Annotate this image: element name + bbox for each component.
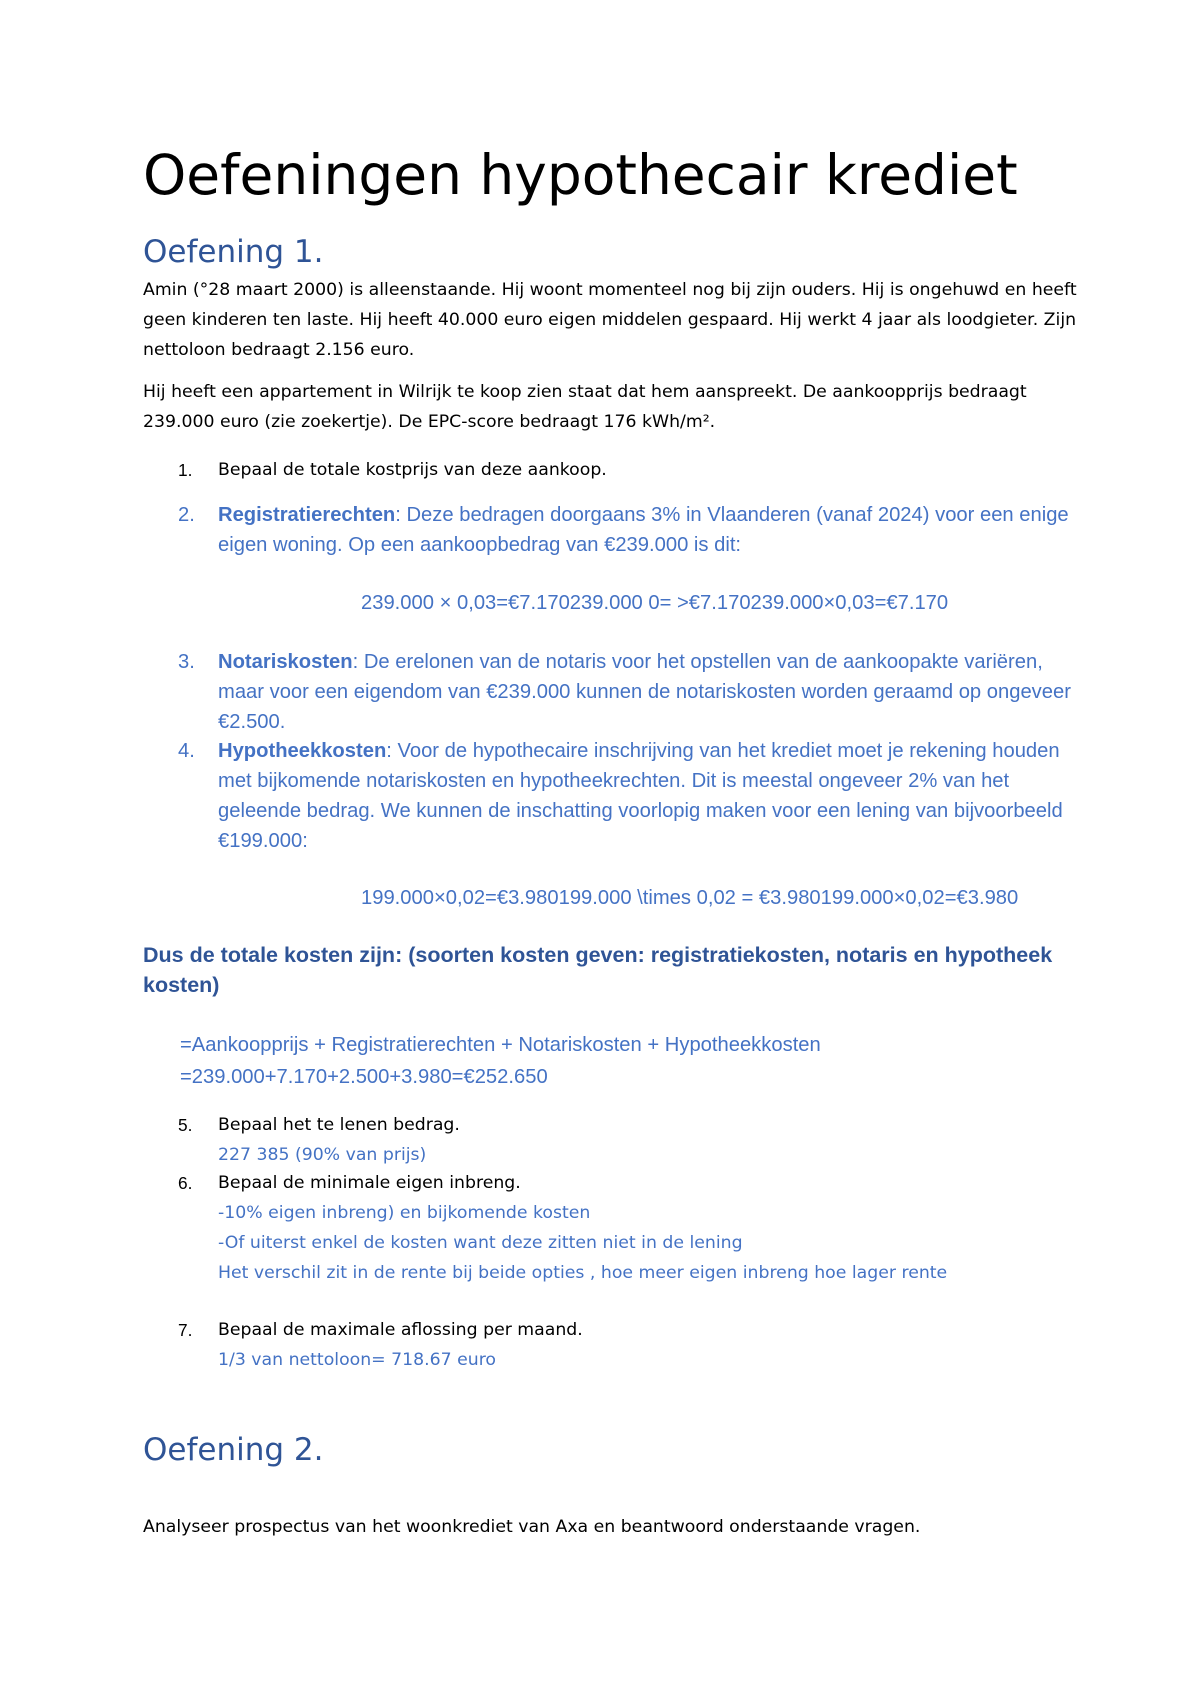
question-3-number: 3.	[178, 651, 195, 673]
question-7-text: Bepaal de maximale aflossing per maand.	[218, 1320, 583, 1340]
question-3-term: Notariskosten	[218, 651, 353, 673]
question-2-term: Registratierechten	[218, 504, 396, 526]
question-5-answer: 227 385 (90% van prijs)	[218, 1145, 427, 1165]
question-5-body	[218, 1110, 1083, 1170]
question-2-number: 2.	[178, 504, 195, 526]
exercise-2-text: Analyseer prospectus van het woonkrediet van Axa en beantwoord onderstaande vragen.	[143, 1517, 921, 1537]
question-6-answer-2: -Of uiterst enkel de kosten want deze zitten niet in de lening	[218, 1233, 743, 1253]
document-title: Oefeningen hypothecair krediet	[143, 143, 1018, 207]
question-4-term: Hypotheekkosten	[218, 740, 387, 762]
question-4-number: 4.	[178, 740, 195, 762]
total-costs-heading: Dus de totale kosten zijn: (soorten kosten geven: registratiekosten, notaris en hypotheek kosten)	[143, 943, 1053, 997]
question-7-number: 7.	[178, 1320, 193, 1340]
question-6-text: Bepaal de minimale eigen inbreng.	[218, 1173, 521, 1193]
exercise-1-heading: Oefening 1.	[143, 234, 324, 270]
exercise-1-intro-paragraph-1: Amin (°28 maart 2000) is alleenstaande. Hij woont momenteel nog bij zijn ouders. Hij is ongehuwd en heeft geen kinderen ten laste. Hij heeft 40.000 euro eigen middelen gespaard. Hij werkt 4 jaar als loodgieter. Zijn nettoloon bedraagt 2.156 euro.	[143, 280, 1077, 360]
question-2-text: : Deze bedragen doorgaans 3% in Vlaanderen (vanaf 2024) voor een enige eigen woning. Op een aankoopbedrag van €239.000 is dit:	[218, 504, 1069, 556]
total-costs-line-2: =239.000+7.170+2.500+3.980=€252.650	[180, 1066, 548, 1088]
question-6-answer-3: Het verschil zit in de rente bij beide opties , hoe meer eigen inbreng hoe lager rente	[218, 1263, 948, 1283]
question-7-body	[218, 1315, 1083, 1375]
total-costs-line-1: =Aankoopprijs + Registratierechten + Notariskosten + Hypotheekkosten	[180, 1034, 821, 1056]
question-6-answer-1: -10% eigen inbreng) en bijkomende kosten	[218, 1203, 591, 1223]
question-3-text: : De erelonen van de notaris voor het opstellen van de aankoopakte variëren, maar voor een eigendom van €239.000 kunnen de notariskosten worden geraamd op ongeveer €2.500.	[218, 651, 1071, 733]
question-4-formula: 199.000×0,02=€3.980199.000 \times 0,02 = €3.980199.000×0,02=€3.980	[361, 887, 1019, 909]
exercise-2-heading: Oefening 2.	[143, 1432, 324, 1468]
exercise-1-intro-paragraph-2: Hij heeft een appartement in Wilrijk te koop zien staat dat hem aanspreekt. De aankoopprijs bedraagt 239.000 euro (zie zoekertje). De EPC-score bedraagt 176 kWh/m².	[143, 382, 1027, 432]
question-7-answer: 1/3 van nettoloon= 718.67 euro	[218, 1350, 496, 1370]
question-5-number: 5.	[178, 1115, 193, 1135]
question-3-body	[218, 647, 1083, 737]
question-2-formula: 239.000 × 0,03=€7.170239.000 0= >€7.170239.000×0,03=€7.170	[361, 592, 949, 614]
question-4-text: : Voor de hypothecaire inschrijving van het krediet moet je rekening houden met bijkomende notariskosten en hypotheekrechten. Dit is meestal ongeveer 2% van het geleende bedrag. We kunnen de inschatting voorlopig maken voor een lening van bijvoorbeeld €199.000:	[218, 740, 1063, 852]
question-5-text: Bepaal het te lenen bedrag.	[218, 1115, 460, 1135]
question-6-number: 6.	[178, 1173, 193, 1193]
question-2-body	[218, 500, 1083, 560]
question-4-body	[218, 736, 1083, 856]
question-1-text: Bepaal de totale kostprijs van deze aankoop.	[218, 460, 607, 480]
question-6-body	[218, 1168, 1083, 1288]
question-1-number: 1.	[178, 460, 193, 480]
